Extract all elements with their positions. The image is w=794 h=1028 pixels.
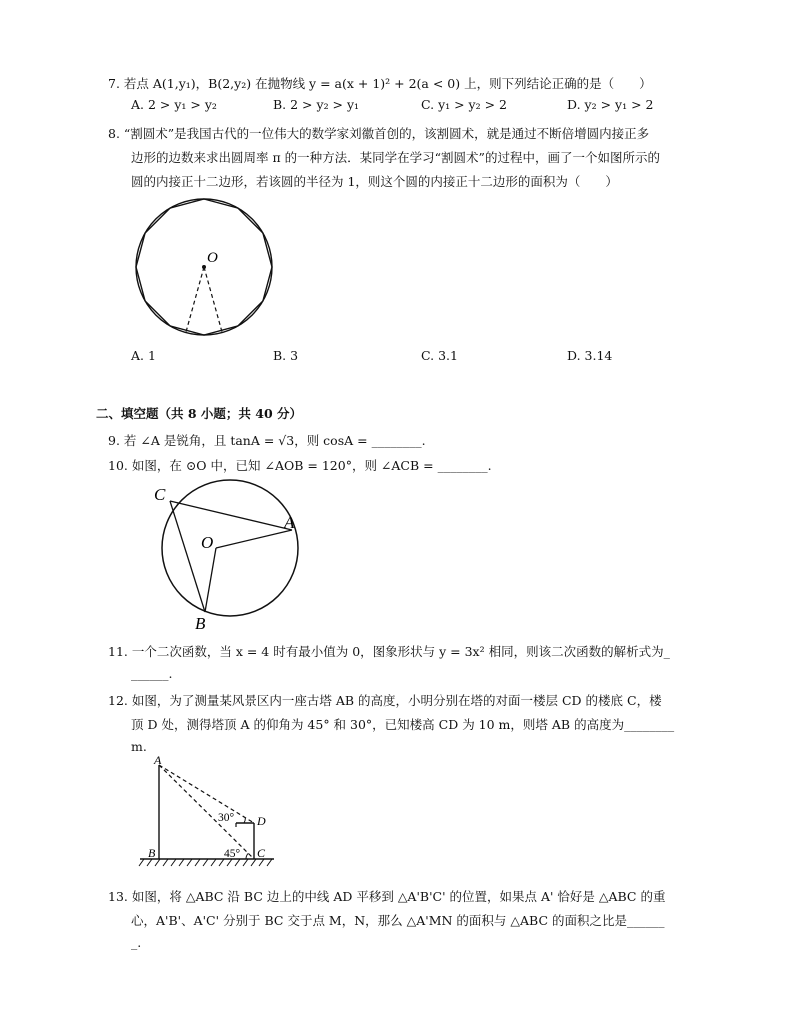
q13-line-1: 13. 如图，将 △ABC 沿 BC 边上的中线 AD 平移到 △A'B'C' 的位置，如果点 A' 恰好是 △ABC 的重 [108, 889, 666, 904]
q11-line-2: ______. [131, 666, 173, 681]
q8-option-c: C. 3.1 [421, 348, 458, 363]
q7-option-c: C. y₁ > y₂ > 2 [421, 97, 508, 112]
label-a: A [284, 513, 295, 532]
radius-ob [205, 548, 216, 612]
q7-option-a: A. 2 > y₁ > y₂ [131, 97, 217, 112]
label-c: C [257, 846, 266, 860]
q12-line-1: 12. 如图，为了测量某风景区内一座古塔 AB 的高度，小明分别在塔的对面一楼层 CD 的楼底 C，楼 [108, 693, 662, 708]
q13-line-2: 心，A'B'、A'C' 分别于 BC 交于点 M，N，那么 △A'MN 的面积与 △ABC 的面积之比是______ [131, 913, 665, 928]
q9-text: 9. 若 ∠A 是锐角，且 tanA = √3，则 cosA = ________. [108, 433, 426, 448]
center-label-o: O [207, 250, 218, 266]
label-angle-45: 45° [224, 848, 241, 860]
section-title: 二、填空题（共 8 小题；共 40 分） [96, 406, 303, 421]
angle-arc-30 [244, 818, 245, 823]
q7-option-b: B. 2 > y₂ > y₁ [273, 97, 360, 112]
label-a: A [154, 755, 162, 767]
label-b: B [148, 846, 156, 860]
angle-arc-45 [246, 853, 248, 859]
q13-line-3: _. [131, 935, 142, 950]
label-b: B [195, 614, 206, 633]
tower-figure [138, 755, 278, 870]
q8-option-a: A. 1 [131, 348, 156, 363]
q8-line-3: 圆的内接正十二边形，若该圆的半径为 1，则这个圆的内接正十二边形的面积为（ ） [131, 174, 618, 189]
q8-option-b: B. 3 [273, 348, 299, 363]
center-point [202, 265, 206, 269]
sight-line-d [159, 765, 254, 823]
label-c: C [154, 485, 166, 504]
radius-left [186, 267, 204, 332]
circle-acb-figure [150, 478, 310, 633]
q11-line-1: 11. 一个二次函数，当 x = 4 时有最小值为 0，图象形状与 y = 3x² 相同，则该二次函数的解析式为_ [108, 644, 670, 659]
q10-text: 10. 如图，在 ⊙O 中，已知 ∠AOB = 120°，则 ∠ACB = ________. [108, 458, 492, 473]
q12-line-3: m. [131, 739, 147, 754]
q12-line-2: 顶 D 处，测得塔顶 A 的仰角为 45° 和 30°，已知楼高 CD 为 10 m，则塔 AB 的高度为________ [131, 717, 675, 732]
q7-option-d: D. y₂ > y₁ > 2 [567, 97, 654, 112]
q7-stem: 7. 若点 A(1,y₁)，B(2,y₂) 在抛物线 y = a(x + 1)² + 2(a < 0) 上，则下列结论正确的是（ ） [108, 76, 652, 91]
chord-cb [170, 501, 205, 612]
chord-ca [170, 501, 292, 530]
radius-right [204, 267, 222, 332]
label-o: O [201, 533, 214, 552]
q8-line-1: 8. “割圆术”是我国古代的一位伟大的数学家刘徽首创的，该割圆术，就是通过不断倍增圆内接正多 [108, 126, 650, 141]
q8-line-2: 边形的边数来求出圆周率 π 的一种方法．某同学在学习“割圆术”的过程中，画了一个如图所示的 [131, 150, 660, 165]
radius-oa [216, 530, 292, 548]
ground-hatching [139, 859, 272, 866]
sight-line-c [159, 765, 254, 859]
circle-o [162, 480, 298, 616]
label-angle-30: 30° [218, 812, 235, 824]
label-d: D [257, 814, 266, 828]
dodecagon-figure [128, 195, 280, 340]
q8-option-d: D. 3.14 [567, 348, 613, 363]
